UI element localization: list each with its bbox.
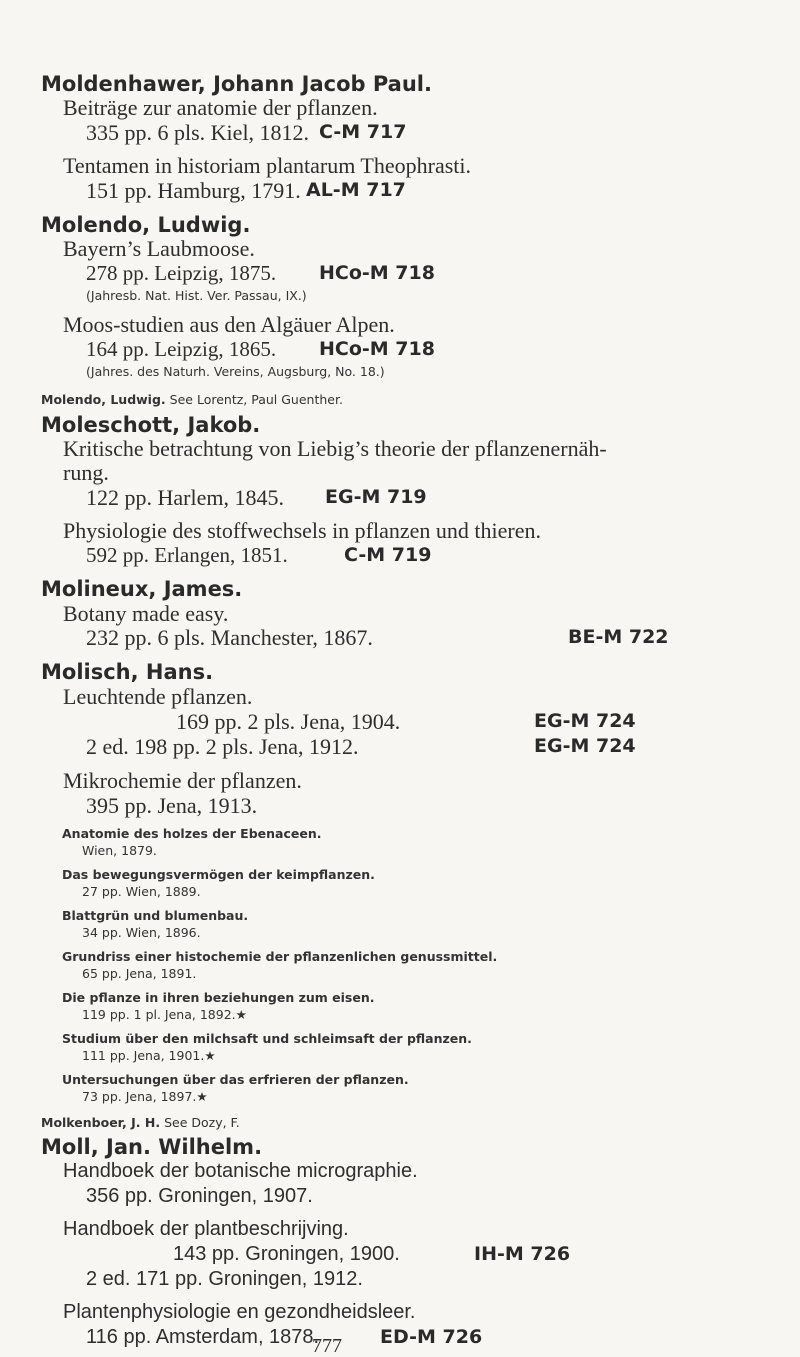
cross-ref-text: See Dozy, F. (164, 1115, 240, 1130)
series-note: (Jahresb. Nat. Hist. Ver. Passau, IX.) (86, 288, 307, 303)
edition-info: 2 ed. 171 pp. Groningen, 1912. (86, 1268, 363, 1290)
publication-info: 356 pp. Groningen, 1907. (86, 1185, 313, 1207)
title: Plantenphysiologie en gezondheidsleer. (63, 1301, 416, 1323)
publication-info: 592 pp. Erlangen, 1851. (86, 543, 288, 567)
minor-publication: 111 pp. Jena, 1901.★ (82, 1048, 216, 1063)
author-heading: Moldenhawer, Johann Jacob Paul. (41, 72, 432, 96)
cross-reference (41, 1115, 240, 1131)
shelf-code: AL-M 717 (306, 179, 406, 201)
title: Mikrochemie der pflanzen. (63, 768, 302, 793)
minor-title: Untersuchungen über das erfrieren der pflanzen. (62, 1072, 409, 1087)
cross-reference (41, 392, 343, 408)
publication-info: 169 pp. 2 pls. Jena, 1904. (176, 709, 401, 734)
title: Handboek der plantbeschrijving. (63, 1218, 349, 1240)
minor-publication: Wien, 1879. (82, 843, 157, 858)
publication-info: 278 pp. Leipzig, 1875. (86, 261, 277, 285)
shelf-code: HCo-M 718 (319, 262, 435, 284)
minor-publication: 119 pp. 1 pl. Jena, 1892.★ (82, 1007, 247, 1022)
minor-title: Das bewegungsvermögen der keimpflanzen. (62, 867, 375, 882)
minor-publication: 34 pp. Wien, 1896. (82, 925, 201, 940)
shelf-code: C-M 717 (319, 121, 407, 143)
minor-publication: 73 pp. Jena, 1897.★ (82, 1089, 208, 1104)
title: Tentamen in historiam plantarum Theophrasti. (63, 153, 472, 178)
publication-info: 232 pp. 6 pls. Manchester, 1867. (86, 625, 373, 650)
shelf-code: EG-M 719 (325, 486, 427, 508)
shelf-code: EG-M 724 (534, 710, 636, 732)
shelf-code: BE-M 722 (568, 626, 669, 648)
author-heading: Moleschott, Jakob. (41, 413, 261, 437)
author-heading: Moll, Jan. Wilhelm. (41, 1135, 263, 1159)
cross-ref-name: Molendo, Ludwig. (41, 392, 166, 407)
title: Physiologie des stoffwechsels in pflanzen und thieren. (63, 518, 541, 543)
publication-info: 335 pp. 6 pls. Kiel, 1812. (86, 120, 310, 145)
page-number: 777 (312, 1335, 342, 1357)
shelf-code: IH-M 726 (474, 1243, 571, 1265)
shelf-code: HCo-M 718 (319, 338, 435, 360)
cross-ref-text: See Lorentz, Paul Guenther. (169, 392, 343, 407)
title-continued: rung. (63, 460, 109, 485)
edition-info: 2 ed. 198 pp. 2 pls. Jena, 1912. (86, 734, 359, 759)
publication-info: 122 pp. Harlem, 1845. (86, 485, 284, 510)
minor-title: Grundriss einer histochemie der pflanzenlichen genussmittel. (62, 949, 498, 964)
title: Moos-studien aus den Algäuer Alpen. (63, 312, 395, 337)
series-note: (Jahres. des Naturh. Vereins, Augsburg, No. 18.) (86, 364, 385, 379)
minor-title: Blattgrün und blumenbau. (62, 908, 249, 923)
title: Kritische betrachtung von Liebig’s theorie der pflanzenernäh- (63, 436, 607, 461)
title: Leuchtende pflanzen. (63, 684, 253, 709)
publication-info: 143 pp. Groningen, 1900. (173, 1243, 400, 1265)
shelf-code: C-M 719 (344, 544, 432, 566)
publication-info: 151 pp. Hamburg, 1791. (86, 178, 301, 203)
shelf-code: ED-M 726 (380, 1326, 483, 1348)
shelf-code: EG-M 724 (534, 735, 636, 757)
publication-info: 116 pp. Amsterdam, 1878. (86, 1326, 320, 1348)
publication-info: 164 pp. Leipzig, 1865. (86, 337, 277, 361)
minor-publication: 65 pp. Jena, 1891. (82, 966, 197, 981)
title: Handboek der botanische micrographie. (63, 1160, 418, 1182)
minor-title: Anatomie des holzes der Ebenaceen. (62, 826, 322, 841)
title: Bayern’s Laubmoose. (63, 236, 255, 261)
publication-info: 395 pp. Jena, 1913. (86, 793, 258, 818)
minor-title: Die pflanze in ihren beziehungen zum eisen. (62, 990, 375, 1005)
title: Beiträge zur anatomie der pflanzen. (63, 95, 378, 120)
title: Botany made easy. (63, 601, 229, 626)
minor-publication: 27 pp. Wien, 1889. (82, 884, 201, 899)
cross-ref-name: Molkenboer, J. H. (41, 1115, 161, 1130)
minor-title: Studium über den milchsaft und schleimsaft der pflanzen. (62, 1031, 472, 1046)
author-heading: Molendo, Ludwig. (41, 213, 251, 237)
author-heading: Molineux, James. (41, 577, 243, 601)
author-heading: Molisch, Hans. (41, 660, 214, 684)
